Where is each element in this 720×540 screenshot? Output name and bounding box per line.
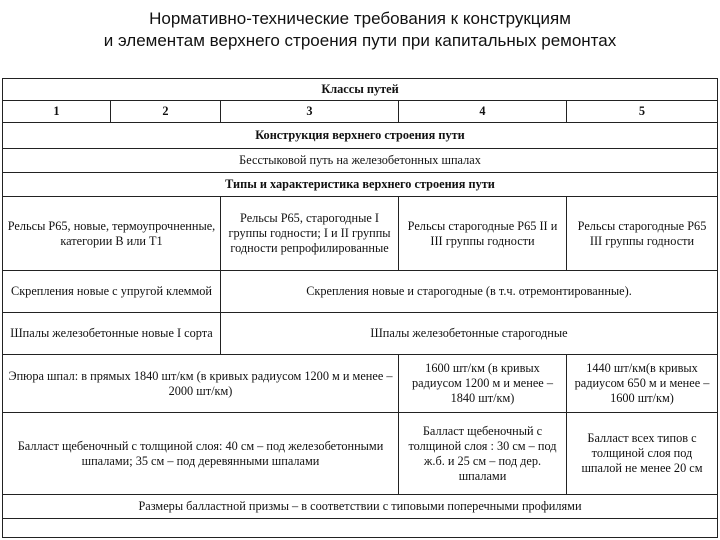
class-number-5: 5 — [567, 101, 717, 123]
class-number-2: 2 — [111, 101, 221, 123]
types-header: Типы и характеристика верхнего строения пути — [3, 173, 717, 197]
page-title — [0, 8, 720, 52]
epure-class-1-3: Эпюра шпал: в прямых 1840 шт/км (в кривых радиусом 1200 м и менее – 2000 шт/км) — [3, 355, 399, 413]
sleepers-class-1-2: Шпалы железобетонные новые I сорта — [3, 313, 221, 355]
ballast-class-1-3: Балласт щебеночный с толщиной слоя: 40 см – под железобетонными шпалами; 35 см – под деревянными шпалами — [3, 413, 399, 495]
class-number-1: 1 — [3, 101, 111, 123]
epure-class-5: 1440 шт/км(в кривых радиусом 650 м и менее – 1600 шт/км) — [567, 355, 717, 413]
ballast-class-5: Балласт всех типов с толщиной слоя под шпалой не менее 20 см — [567, 413, 717, 495]
ballast-class-4: Балласт щебеночный с толщиной слоя : 30 см – под ж.б. и 25 см – под дер. шпалами — [399, 413, 567, 495]
rails-class-4: Рельсы старогодные Р65 II и III группы годности — [399, 197, 567, 271]
rails-class-5: Рельсы старогодные Р65 III группы годности — [567, 197, 717, 271]
rails-class-3: Рельсы Р65, старогодные I группы годности; I и II группы годности репрофилированные — [221, 197, 399, 271]
ballast-prism: Размеры балластной призмы – в соответствии с типовыми поперечными профилями — [3, 495, 717, 519]
title-line-2: и элементам верхнего строения пути при капитальных ремонтах — [103, 31, 617, 50]
requirements-table — [2, 78, 718, 538]
title-line-1: Нормативно-технические требования к конструкциям — [149, 9, 571, 28]
fastenings-class-1-2: Скрепления новые с упругой клеммой — [3, 271, 221, 313]
epure-class-4: 1600 шт/км (в кривых радиусом 1200 м и менее –1840 шт/км) — [399, 355, 567, 413]
construction-value: Бесстыковой путь на железобетонных шпалах — [3, 149, 717, 173]
sleepers-class-3-5: Шпалы железобетонные старогодные — [221, 313, 717, 355]
class-number-3: 3 — [221, 101, 399, 123]
class-number-4: 4 — [399, 101, 567, 123]
rails-class-1-2: Рельсы Р65, новые, термоупрочненные, категории В или Т1 — [3, 197, 221, 271]
empty-row — [3, 519, 717, 537]
construction-header: Конструкция верхнего строения пути — [3, 123, 717, 149]
fastenings-class-3-5: Скрепления новые и старогодные (в т.ч. отремонтированные). — [221, 271, 717, 313]
classes-header: Классы путей — [3, 79, 717, 101]
